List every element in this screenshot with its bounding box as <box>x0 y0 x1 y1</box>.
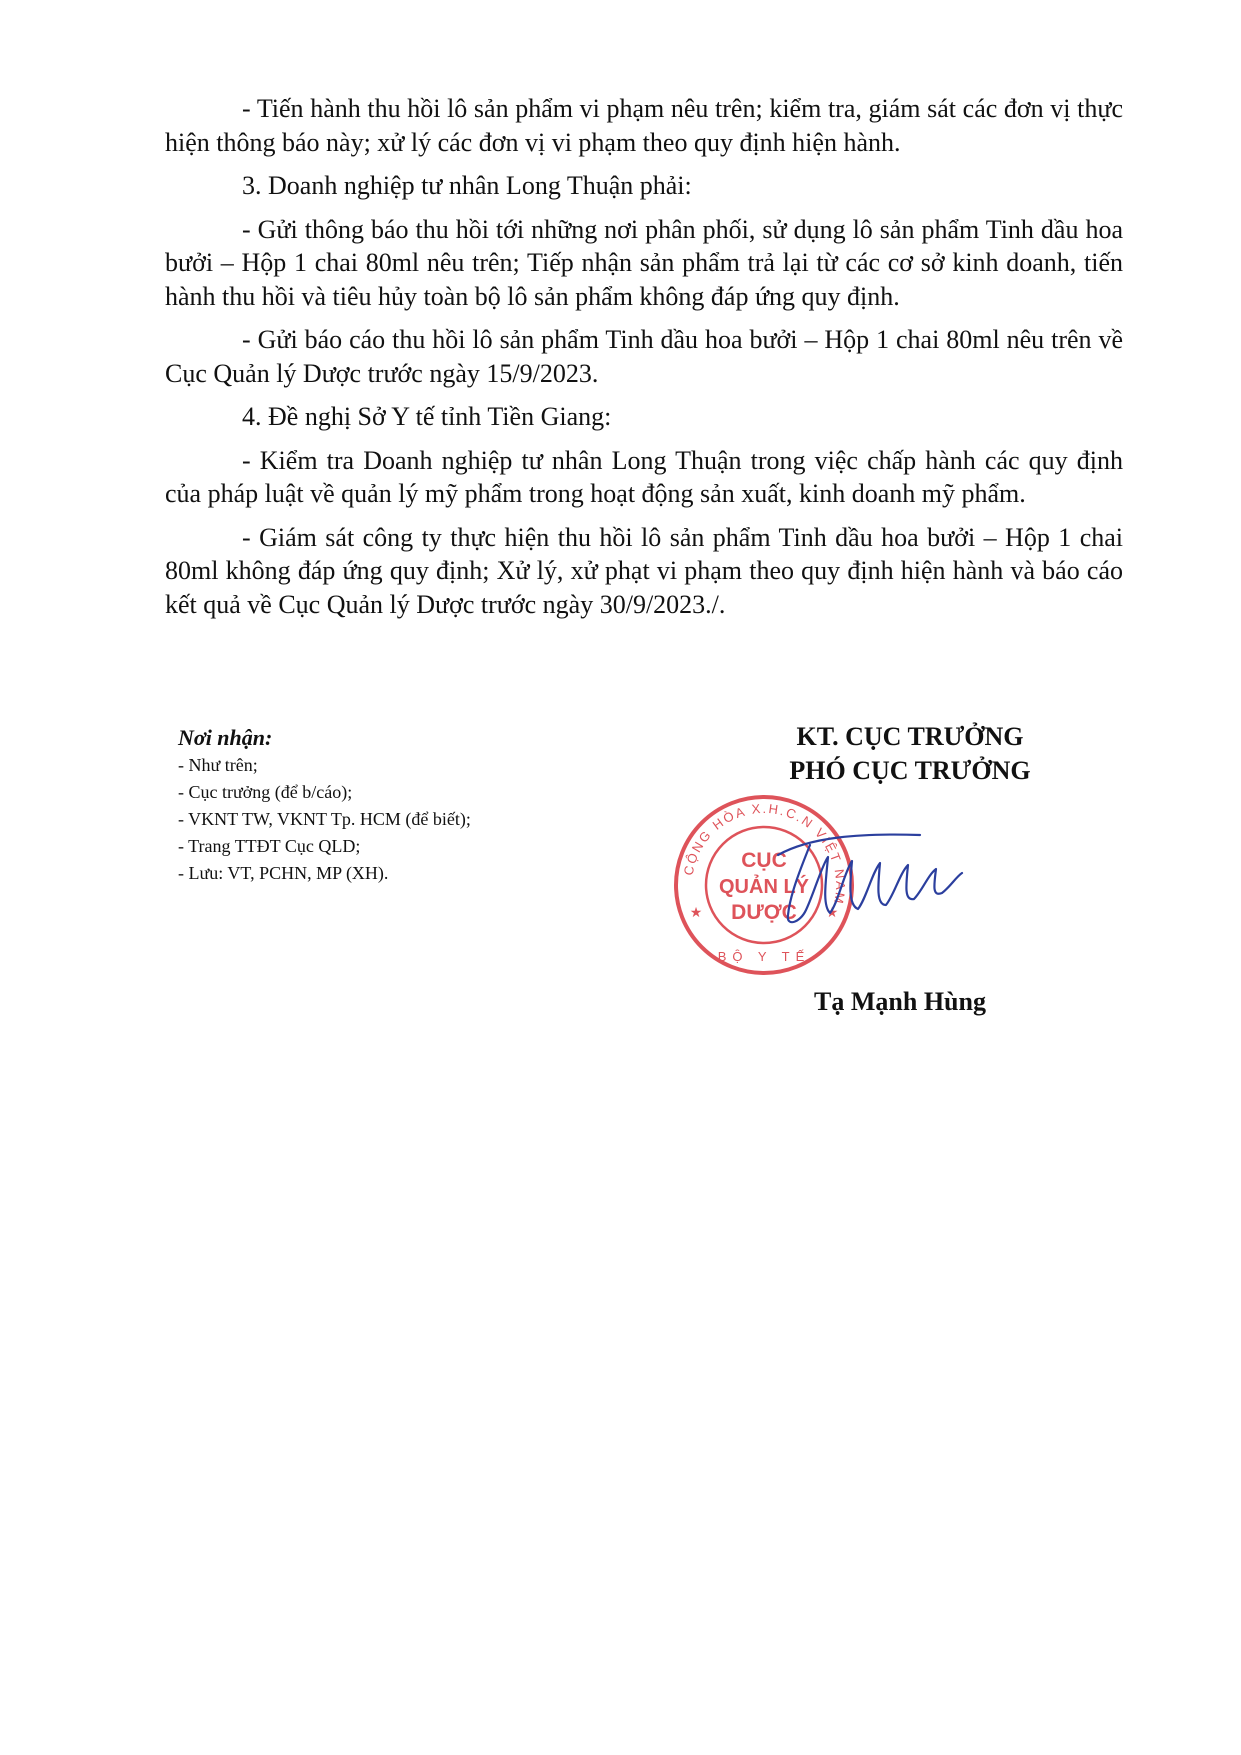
recipient-item: - Trang TTĐT Cục QLD; <box>178 836 361 856</box>
signer-title-line2: PHÓ CỤC TRƯỞNG <box>789 756 1031 785</box>
recipients-list <box>178 752 598 887</box>
recipient-item: - Lưu: VT, PCHN, MP (XH). <box>178 863 389 883</box>
body-text <box>165 92 1123 631</box>
seal-center-line3: DƯỢC <box>731 901 797 924</box>
seal-ring-text: CỘNG HÒA X.H.C.N VIỆT NAM <box>680 800 849 907</box>
paragraph-send-notice: - Gửi thông báo thu hồi tới những nơi phân phối, sử dụng lô sản phẩm Tinh dầu hoa bưởi – Hộp 1 chai 80ml nêu trên; Tiếp nhận sản phẩm trả lại từ các cơ sở kinh doanh, tiến hành thu hồi và tiêu hủy toàn bộ lô sản phẩm không đáp ứng quy định. <box>165 214 1123 311</box>
recipient-item: - VKNT TW, VKNT Tp. HCM (để biết); <box>178 809 471 829</box>
signer-name: Tạ Mạnh Hùng <box>814 987 986 1016</box>
seal-star-left: ★ <box>689 906 703 921</box>
recipient-item: - Như trên; <box>178 755 258 775</box>
paragraph-send-report: - Gửi báo cáo thu hồi lô sản phẩm Tinh dầu hoa bưởi – Hộp 1 chai 80ml nêu trên về Cục Quản lý Dược trước ngày 15/9/2023. <box>165 325 1123 388</box>
recipient-item: - Cục trưởng (để b/cáo); <box>178 782 353 802</box>
recipients-block <box>178 724 598 887</box>
seal-bottom-text: BỘ Y TẾ <box>717 949 811 964</box>
paragraph-recall-lot: - Tiến hành thu hồi lô sản phẩm vi phạm nêu trên; kiểm tra, giám sát các đơn vị thực hiện thông báo này; xử lý các đơn vị vi phạm theo quy định hiện hành. <box>165 94 1123 157</box>
signer-title-line1: KT. CỤC TRƯỞNG <box>796 722 1024 751</box>
handwritten-signature <box>770 815 970 935</box>
recipients-title: Nơi nhận: <box>178 725 273 750</box>
signer-block <box>700 720 1120 788</box>
paragraph-supervise: - Giám sát công ty thực hiện thu hồi lô sản phẩm Tinh dầu hoa bưởi – Hộp 1 chai 80ml không đáp ứng quy định; Xử lý, xử phạt vi phạm theo quy định hiện hành và báo cáo kết quả về Cục Quản lý Dược trước ngày 30/9/2023./. <box>165 522 1123 619</box>
seal-star-right: ★ <box>825 906 839 921</box>
paragraph-inspect: - Kiểm tra Doanh nghiệp tư nhân Long Thuận trong việc chấp hành các quy định của pháp luật về quản lý mỹ phẩm trong hoạt động sản xuất, kinh doanh mỹ phẩm. <box>165 445 1123 508</box>
paragraph-section-4: 4. Đề nghị Sở Y tế tỉnh Tiền Giang: <box>242 402 612 431</box>
seal-center-line1: CỤC <box>741 849 787 872</box>
paragraph-section-3: 3. Doanh nghiệp tư nhân Long Thuận phải: <box>242 171 692 200</box>
seal-center-line2: QUẢN LÝ <box>719 876 809 898</box>
